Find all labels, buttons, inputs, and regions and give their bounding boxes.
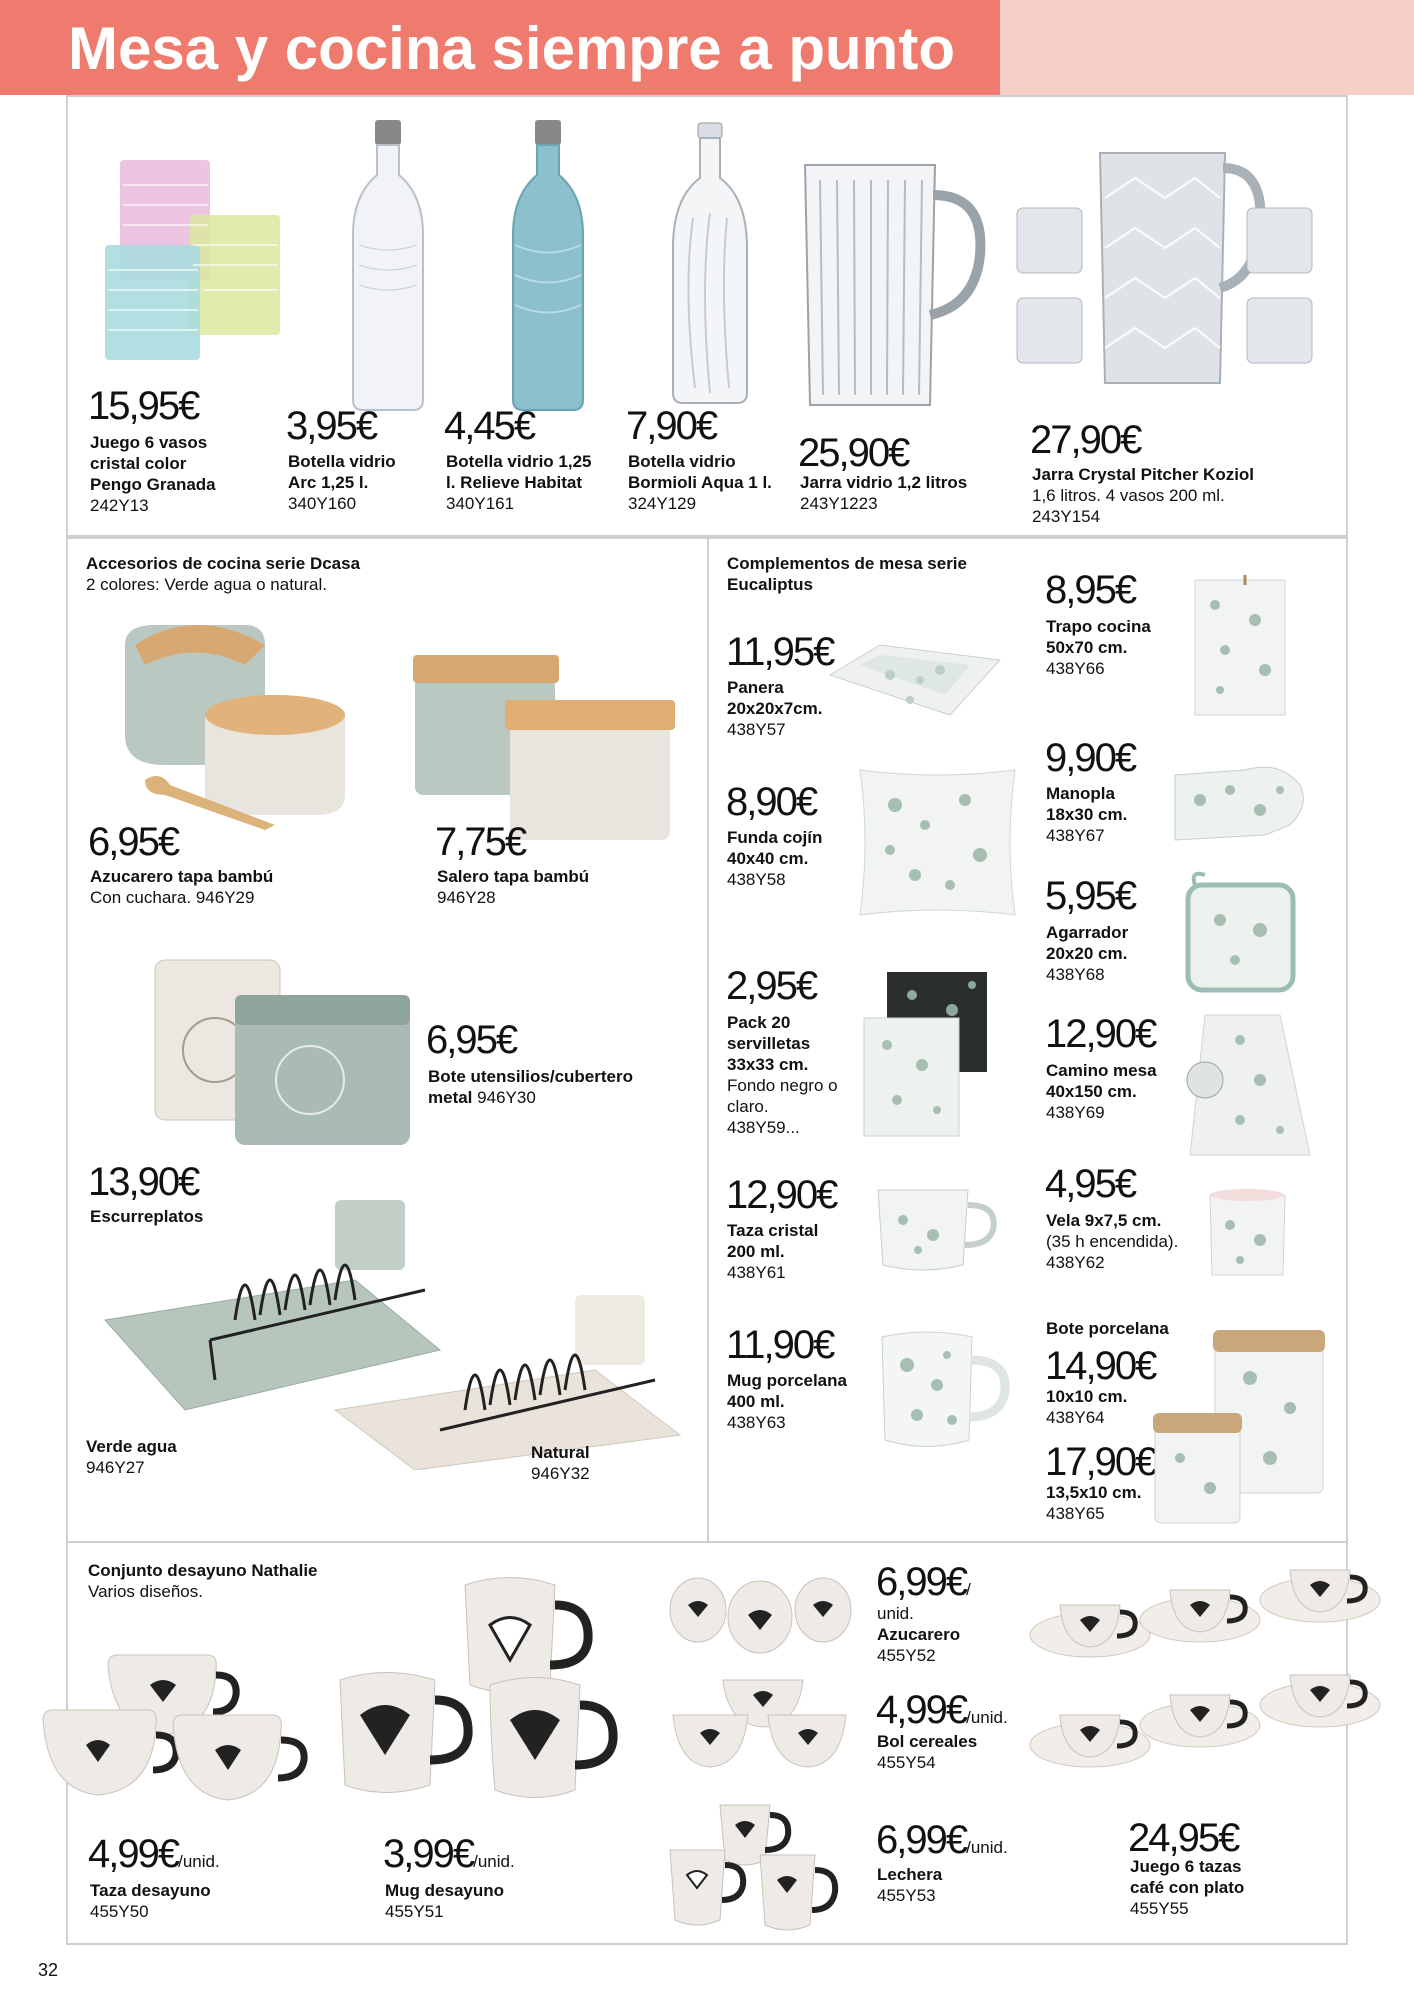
- camino-name: Camino mesa 40x150 cm.: [1046, 1061, 1157, 1101]
- bread-basket-image: [820, 620, 1010, 725]
- azucarero-description: [877, 1603, 1007, 1666]
- taza-cristal-description: [727, 1220, 847, 1283]
- dcasa-escurreplatos-price: 13,90€: [88, 1160, 199, 1204]
- dcasa-salero-name: Salero tapa bambú: [437, 867, 590, 886]
- mug-porcelana-price: 11,90€: [726, 1323, 834, 1367]
- glasses-image: [100, 150, 290, 370]
- bottle-bormioli-image: [665, 118, 755, 408]
- glass-jug-image: [795, 155, 990, 415]
- pack-description: [727, 1012, 847, 1138]
- bote1-description: [1046, 1386, 1146, 1428]
- cushion-image: [855, 765, 1020, 920]
- mug-porcelana-description: [727, 1370, 847, 1433]
- bol-price-value: 4,99€: [876, 1688, 967, 1732]
- mug-porcelana-code: 438Y63: [727, 1413, 786, 1432]
- bottle-arc-image: [345, 115, 430, 415]
- dcasa-verde-name: Verde agua: [86, 1437, 177, 1456]
- bote1-code: 438Y64: [1046, 1408, 1105, 1427]
- funda-code: 438Y58: [727, 870, 786, 889]
- dcasa-bote-name: Bote utensilios/cubertero metal: [428, 1067, 633, 1107]
- sugar-pots-image: [668, 1555, 853, 1660]
- koziol-detail: 1,6 litros. 4 vasos 200 ml.: [1032, 486, 1225, 505]
- porcelain-mug-image: [877, 1325, 1012, 1455]
- glass-jug-code: 243Y1223: [800, 494, 878, 513]
- koziol-name: Jarra Crystal Pitcher Koziol: [1032, 465, 1255, 484]
- glass-jug-price: 25,90€: [798, 431, 909, 475]
- bottle-bormioli-price: 7,90€: [626, 404, 717, 448]
- lechera-description: [877, 1864, 1007, 1906]
- dcasa-verde-code: 946Y27: [86, 1458, 145, 1477]
- agarrador-name: Agarrador 20x20 cm.: [1046, 923, 1129, 963]
- vela-description: [1046, 1210, 1206, 1273]
- taza-cristal-code: 438Y61: [727, 1263, 786, 1282]
- juego-tazas-description: [1130, 1856, 1280, 1919]
- azucarero-name: Azucarero: [877, 1625, 961, 1644]
- bottle-habitat-description: [446, 451, 601, 514]
- bottle-bormioli-name: Botella vidrio Bormioli Aqua 1 l.: [628, 452, 772, 492]
- agarrador-code: 438Y68: [1046, 965, 1105, 984]
- bote-porcelana-title: Bote porcelana: [1046, 1319, 1169, 1338]
- bote2-name: 13,5x10 cm.: [1046, 1483, 1142, 1502]
- bottle-bormioli-code: 324Y129: [628, 494, 697, 513]
- koziol-pitcher-image: [1015, 138, 1320, 393]
- mug-desayuno-code: 455Y51: [385, 1902, 444, 1921]
- dcasa-salero-description: [437, 866, 687, 908]
- azucarero-code: 455Y52: [877, 1646, 936, 1665]
- napkins-image: [862, 970, 992, 1140]
- glass-jug-name: Jarra vidrio 1,2 litros: [800, 473, 968, 492]
- bol-description: [877, 1731, 1007, 1773]
- funda-name: Funda cojín 40x40 cm.: [727, 828, 823, 868]
- bottle-arc-price: 3,95€: [286, 404, 377, 448]
- bottle-habitat-price: 4,45€: [444, 404, 535, 448]
- manopla-code: 438Y67: [1046, 826, 1105, 845]
- pack-name: Pack 20 servilletas 33x33 cm.: [727, 1013, 811, 1074]
- kitchen-towel-image: [1190, 575, 1290, 720]
- header-accent-block: [1000, 0, 1414, 95]
- lechera-price-value: 6,99€: [876, 1818, 967, 1862]
- eucaliptus-section-title: Complementos de mesa serie Eucaliptus: [727, 554, 967, 594]
- taza-desayuno-price: [88, 1834, 220, 1882]
- nathalie-section-title: [88, 1560, 348, 1602]
- azucarero-unit-slash: /: [966, 1580, 971, 1599]
- koziol-code: 243Y154: [1032, 507, 1101, 526]
- dcasa-azucarero-detail: Con cuchara. 946Y29: [90, 888, 255, 907]
- panera-price: 11,95€: [726, 630, 834, 674]
- dcasa-title: Accesorios de cocina serie Dcasa: [86, 554, 361, 573]
- bote2-code: 438Y65: [1046, 1504, 1105, 1523]
- porcelain-jars-image: [1150, 1328, 1330, 1528]
- agarrador-description: [1046, 922, 1166, 985]
- agarrador-price: 5,95€: [1045, 874, 1136, 918]
- bottle-arc-name: Botella vidrio Arc 1,25 l.: [288, 452, 396, 492]
- dcasa-bote-price: 6,95€: [426, 1018, 517, 1062]
- glasses-description: [90, 432, 240, 516]
- camino-code: 438Y69: [1046, 1103, 1105, 1122]
- azucarero-unit: unid.: [877, 1604, 914, 1623]
- nathalie-subtitle: Varios diseños.: [88, 1582, 203, 1601]
- taza-cristal-price: 12,90€: [726, 1173, 837, 1217]
- dcasa-bote-code: 946Y30: [477, 1088, 536, 1107]
- taza-desayuno-unit: /unid.: [178, 1852, 220, 1871]
- trapo-code: 438Y66: [1046, 659, 1105, 678]
- glass-cup-image: [873, 1180, 1003, 1275]
- bottle-bormioli-description: [628, 451, 773, 514]
- lechera-code: 455Y53: [877, 1886, 936, 1905]
- bottle-habitat-code: 340Y161: [446, 494, 515, 513]
- candle-image: [1205, 1180, 1290, 1280]
- mug-desayuno-unit: /unid.: [473, 1852, 515, 1871]
- pack-detail: Fondo negro o claro.: [727, 1076, 838, 1116]
- bol-name: Bol cereales: [877, 1732, 978, 1751]
- middle-divider: [707, 537, 709, 1543]
- dcasa-azucarero-description: [90, 866, 340, 908]
- koziol-description: [1032, 464, 1332, 527]
- breakfast-mugs-image: [335, 1565, 635, 1815]
- taza-desayuno-description: [90, 1880, 290, 1922]
- dcasa-verde-description: [86, 1436, 286, 1478]
- dcasa-azucarero-name: Azucarero tapa bambú: [90, 867, 274, 886]
- bote2-description: [1046, 1482, 1166, 1524]
- cereal-bowls-image: [668, 1675, 853, 1775]
- glasses-code: 242Y13: [90, 496, 149, 515]
- dcasa-azucarero-price: 6,95€: [88, 820, 179, 864]
- pot-holder-image: [1180, 870, 1300, 995]
- breakfast-cups-image: [38, 1650, 313, 1810]
- dcasa-natural-name: Natural: [531, 1443, 590, 1462]
- dcasa-salero-code: 946Y28: [437, 888, 496, 907]
- funda-price: 8,90€: [726, 780, 817, 824]
- table-runner-image: [1170, 1010, 1320, 1160]
- bottle-habitat-image: [505, 115, 590, 415]
- taza-cristal-name: Taza cristal 200 ml.: [727, 1221, 819, 1261]
- azucarero-price-value: 6,99€: [876, 1560, 967, 1604]
- vela-detail: (35 h encendida).: [1046, 1232, 1179, 1251]
- bol-unit: /unid.: [966, 1708, 1008, 1727]
- vela-name: Vela 9x7,5 cm.: [1046, 1211, 1162, 1230]
- bote2-price: 17,90€: [1045, 1440, 1156, 1484]
- koziol-price: 27,90€: [1030, 418, 1141, 462]
- juego-tazas-name: Juego 6 tazas café con plato: [1130, 1857, 1245, 1897]
- funda-description: [727, 827, 847, 890]
- coffee-cups-set-image: [1025, 1560, 1390, 1790]
- taza-desayuno-code: 455Y50: [90, 1902, 149, 1921]
- lechera-unit: /unid.: [966, 1838, 1008, 1857]
- trapo-description: [1046, 616, 1166, 679]
- panera-code: 438Y57: [727, 720, 786, 739]
- bottle-habitat-name: Botella vidrio 1,25 l. Relieve Habitat: [446, 452, 592, 492]
- mug-porcelana-name: Mug porcelana 400 ml.: [727, 1371, 847, 1411]
- camino-description: [1046, 1060, 1166, 1123]
- lechera-name: Lechera: [877, 1865, 943, 1884]
- utensil-holder-image: [150, 955, 420, 1155]
- taza-desayuno-name: Taza desayuno: [90, 1881, 211, 1900]
- bote1-name: 10x10 cm.: [1046, 1387, 1128, 1406]
- page-number: 32: [38, 1960, 59, 1980]
- dcasa-salero-price: 7,75€: [435, 820, 526, 864]
- camino-price: 12,90€: [1045, 1012, 1156, 1056]
- juego-tazas-code: 455Y55: [1130, 1899, 1189, 1918]
- manopla-name: Manopla 18x30 cm.: [1046, 784, 1128, 824]
- dish-rack-image: [95, 1180, 695, 1470]
- mug-desayuno-name: Mug desayuno: [385, 1881, 505, 1900]
- trapo-name: Trapo cocina 50x70 cm.: [1046, 617, 1151, 657]
- bote1-price: 14,90€: [1045, 1344, 1156, 1388]
- pack-price: 2,95€: [726, 964, 817, 1008]
- dcasa-bote-description: [428, 1066, 678, 1108]
- manopla-description: [1046, 783, 1166, 846]
- milk-jugs-image: [665, 1800, 855, 1935]
- manopla-price: 9,90€: [1045, 736, 1136, 780]
- juego-tazas-price: 24,95€: [1128, 1816, 1239, 1860]
- mug-desayuno-price-value: 3,99€: [383, 1832, 474, 1876]
- dcasa-subtitle: 2 colores: Verde agua o natural.: [86, 575, 327, 594]
- dcasa-natural-code: 946Y32: [531, 1464, 590, 1483]
- dcasa-natural-description: [531, 1442, 681, 1484]
- salt-box-image: [405, 645, 680, 845]
- bottle-arc-code: 340Y160: [288, 494, 357, 513]
- bol-code: 455Y54: [877, 1753, 936, 1772]
- glasses-name: Juego 6 vasos cristal color Pengo Granada: [90, 433, 216, 494]
- vela-price: 4,95€: [1045, 1162, 1136, 1206]
- glasses-price: 15,95€: [88, 384, 199, 428]
- mug-desayuno-price: [383, 1834, 515, 1882]
- page-title: Mesa y cocina siempre a punto: [68, 15, 955, 82]
- glass-jug-description: [800, 472, 1000, 514]
- lechera-price: [876, 1820, 1008, 1868]
- vela-code: 438Y62: [1046, 1253, 1105, 1272]
- oven-mitt-image: [1170, 755, 1310, 850]
- bottle-arc-description: [288, 451, 413, 514]
- sugar-bowl-image: [115, 605, 375, 835]
- dcasa-escurreplatos-name: Escurreplatos: [90, 1207, 204, 1226]
- mug-desayuno-description: [385, 1880, 585, 1922]
- dcasa-section-title: [86, 553, 360, 595]
- nathalie-title: Conjunto desayuno Nathalie: [88, 1561, 318, 1580]
- taza-desayuno-price-value: 4,99€: [88, 1832, 179, 1876]
- trapo-price: 8,95€: [1045, 568, 1136, 612]
- panera-name: Panera 20x20x7cm.: [727, 678, 823, 718]
- pack-code: 438Y59...: [727, 1118, 800, 1137]
